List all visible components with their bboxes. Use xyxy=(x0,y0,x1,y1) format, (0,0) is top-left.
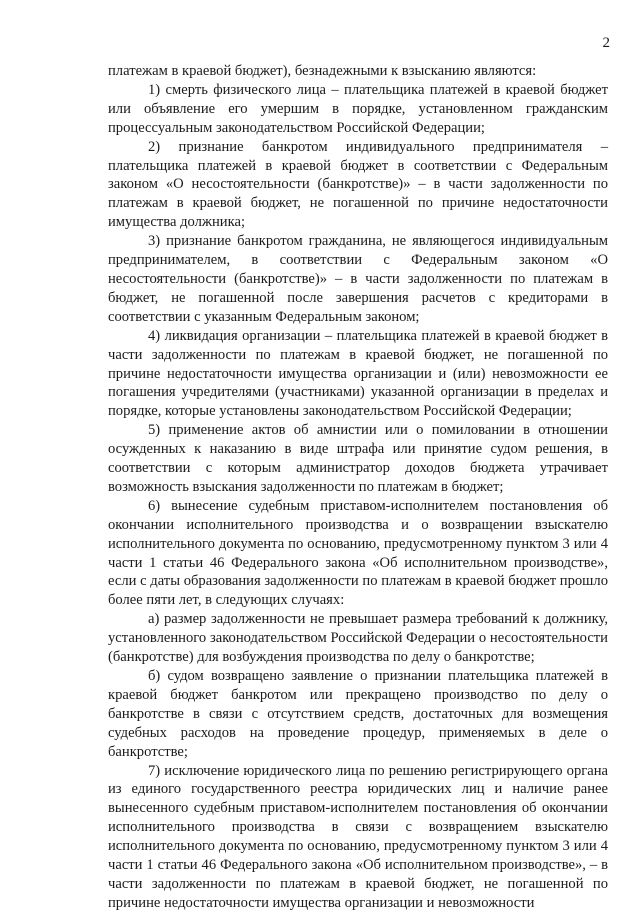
paragraph-item-4: 4) ликвидация организации – плательщика платежей в краевой бюджет в части задолженности по платежам в краевой бюджет, не погашенной по причине недостаточности имущества организации и (или) невозможности ее погашения учредителями (участниками) указанной организации в пределах и порядке, которые установлены законодательством Российской Федерации; xyxy=(108,327,608,420)
paragraph-subitem-b: б) судом возвращено заявление о признании плательщика платежей в краевой бюджет банкротом или прекращено производство по делу о банкротстве в связи с отсутствием средств, достаточных для возмещения судебных расходов на проведение процедур, применяемых в деле о банкротстве; xyxy=(108,668,608,760)
paragraph-item-2: 2) признание банкротом индивидуального предпринимателя – плательщика платежей в краевой бюджет в соответствии с Федеральным законом «О несостоятельности (банкротстве)» – в части задолженности по платежам в краевой бюджет, не погашенной по причине недостаточности имущества должника; xyxy=(108,138,608,231)
paragraph-item-1: 1) смерть физического лица – плательщика платежей в краевой бюджет или объявление его умершим в порядке, установленном гражданским процессуальным законодательством Российской Федерации; xyxy=(108,81,608,136)
document-body xyxy=(108,62,608,913)
paragraph-intro: платежам в краевой бюджет), безнадежными к взысканию являются: xyxy=(108,63,537,79)
paragraph-item-5: 5) применение актов об амнистии или о помиловании в отношении осужденных к наказанию в виде штрафа или принятие судом решения, в соответствии с которым администратор доходов бюджета утрачивает возможность взыскания задолженности по платежам в бюджет; xyxy=(108,422,608,495)
paragraph-item-6: 6) вынесение судебным приставом-исполнителем постановления об окончании исполнительного производства и о возвращении взыскателю исполнительного документа по основанию, предусмотренному пунктом 3 или 4 части 1 статьи 46 Федерального закона «Об исполнительном производстве», если с даты образования задолженности по платежам в краевой бюджет прошло более пяти лет, в следующих случаях: xyxy=(108,497,608,609)
paragraph-subitem-a: а) размер задолженности не превышает размера требований к должнику, установленного законодательством Российской Федерации о несостоятельности (банкротстве) для возбуждения производства по делу о банкротстве; xyxy=(108,611,608,666)
paragraph-item-7: 7) исключение юридического лица по решению регистрирующего органа из единого государственного реестра юридических лиц и наличие ранее вынесенного судебным приставом-исполнителем постановления об окончании исполнительного производства в связи с возвращением взыскателю исполнительного документа по основанию, предусмотренному пунктом 3 или 4 части 1 статьи 46 Федерального закона «Об исполнительном производстве», – в части задолженности по платежам в краевой бюджет, не погашенной по причине недостаточности имущества организации и невозможности xyxy=(108,762,608,911)
paragraph-item-3: 3) признание банкротом гражданина, не являющегося индивидуальным предпринимателем, в соответствии с Федеральным законом «О несостоятельности (банкротстве)» – в части задолженности по платежам в бюджет, не погашенной после завершения расчетов с кредиторами в соответствии с указанным Федеральным законом; xyxy=(108,233,608,325)
page-number: 2 xyxy=(602,35,610,51)
